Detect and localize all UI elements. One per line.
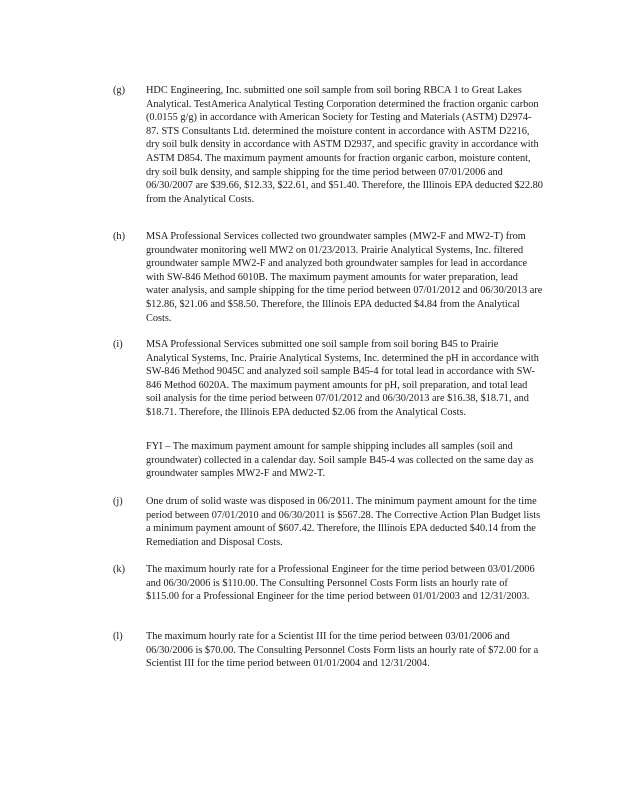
item-label: (k) (113, 564, 126, 575)
item-i (113, 338, 543, 420)
item-h (113, 230, 543, 325)
item-label: (l) (113, 631, 123, 642)
item-g (113, 84, 543, 206)
item-k (113, 563, 543, 604)
item-text: MSA Professional Services collected two groundwater samples (MW2-F and MW2-T) from groundwater monitoring well MW2 on 01/23/2013. Prairie Analytical Systems, Inc. filtered groundwater sample MW2-F and analyzed both groundwater samples for lead in accordance with SW-846 Method 6010B. The maximum payment amounts for water preparation, lead water analysis, and sample shipping for the time period between 07/01/2012 and 06/30/2013 are $12.86, $21.06 and $58.50. Therefore, the Illinois EPA deducted $4.84 from the Analytical Costs. (146, 231, 543, 324)
item-label: (h) (113, 231, 126, 242)
item-text: MSA Professional Services submitted one soil sample from soil boring B45 to Prairie Analytical Systems, Inc. Prairie Analytical Systems, Inc. determined the pH in accordance with SW-846 Method 9045C and analyzed soil sample B45-4 for total lead in accordance with SW-846 Method 6020A. The maximum payment amounts for pH, soil preparation, and total lead soil analysis for the time period between 07/01/2012 and 06/30/2013 are $16.38, $18.71, and $18.71. Therefore, the Illinois EPA deducted $2.06 from the Analytical Costs. (146, 339, 539, 418)
item-label: (j) (113, 496, 123, 507)
item-text: HDC Engineering, Inc. submitted one soil sample from soil boring RBCA 1 to Great Lakes Analytical. TestAmerica Analytical Testing Corporation determined the fraction organic carbon (0.0155 g/g) in accordance with American Society for Testing and Materials (ASTM) D2974-87. STS Consultants Ltd. determined the moisture content in accordance with ASTM D2216, dry soil bulk density in accordance with ASTM D2937, and specific gravity in accordance with ASTM D854. The maximum payment amounts for fraction organic carbon, moisture content, dry soil bulk density, and sample shipping for the time period between 07/01/2006 and 06/30/2007 are $39.66, $12.33, $22.61, and $51.40. Therefore, the Illinois EPA deducted $22.80 from the Analytical Costs. (146, 85, 543, 205)
item-l (113, 630, 543, 671)
fyi-note: FYI – The maximum payment amount for sample shipping includes all samples (soil and groundwater) collected in a calendar day. Soil sample B45-4 was collected on the same day as groundwater samples MW2-F and MW2-T. (146, 441, 534, 480)
item-label: (i) (113, 339, 123, 350)
item-label: (g) (113, 85, 126, 96)
item-text: One drum of solid waste was disposed in 06/2011. The minimum payment amount for the time period between 07/01/2010 and 06/30/2011 is $567.28. The Corrective Action Plan Budget lists a minimum payment amount of $607.42. Therefore, the Illinois EPA deducted $40.14 from the Remediation and Disposal Costs. (146, 496, 541, 548)
item-text: The maximum hourly rate for a Scientist III for the time period between 03/01/2006 and 06/30/2006 is $70.00. The Consulting Personnel Costs Form lists an hourly rate of $72.00 for a Scientist III for the time period between 01/01/2004 and 12/31/2004. (146, 631, 539, 670)
item-text: The maximum hourly rate for a Professional Engineer for the time period between 03/01/2006 and 06/30/2006 is $110.00. The Consulting Personnel Costs Form lists an hourly rate of $115.00 for a Professional Engineer for the time period between 01/01/2003 and 12/31/2003. (146, 564, 535, 603)
item-j (113, 495, 543, 549)
